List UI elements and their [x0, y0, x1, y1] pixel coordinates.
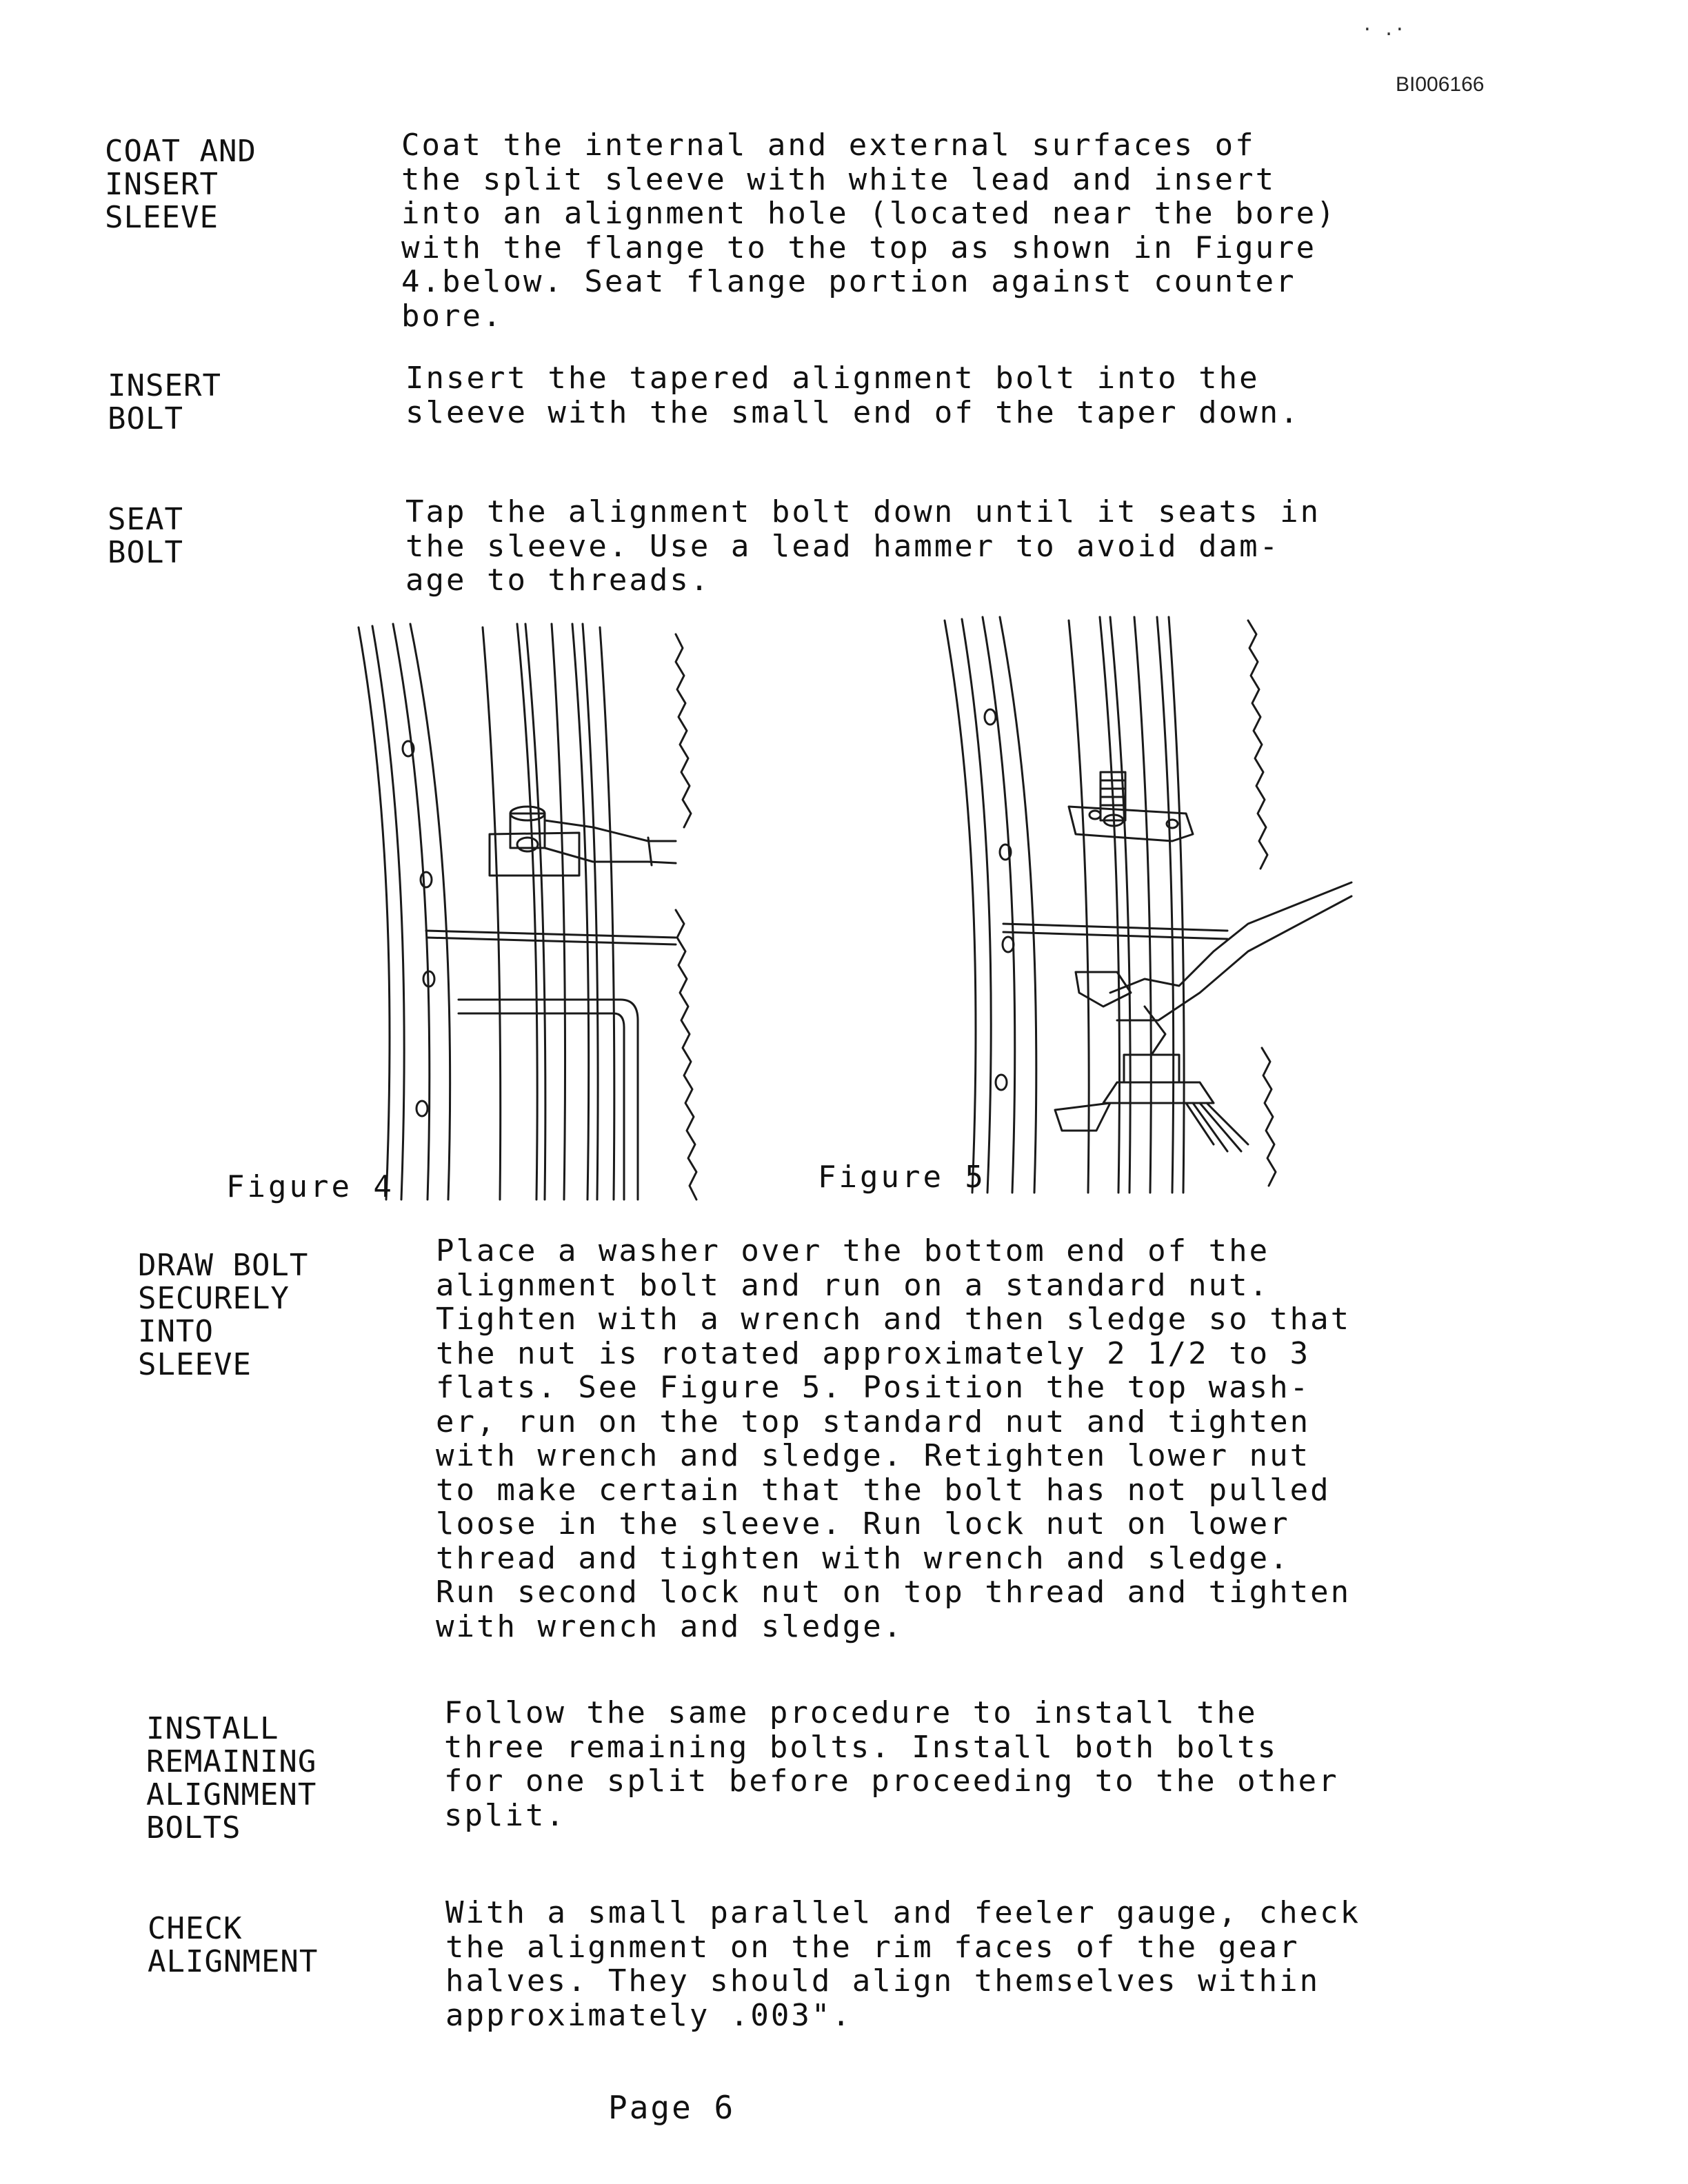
figure-5-caption: Figure 5	[818, 1160, 986, 1195]
step-text-check-alignment: With a small parallel and feeler gauge, check the alignment on the rim faces of the gear halves. They should align themselves within approximately .003".	[445, 1895, 1361, 2033]
step-label-seat-bolt: SEAT BOLT	[108, 502, 183, 570]
step-text-coat-and-insert-sleeve: Coat the internal and external surfaces of the split sleeve with white lead and insert into an alignment hole (located near the bore) with the flange to the top as shown in Figure 4.below. Seat flange portion against counter bore.	[401, 128, 1337, 334]
step-label-draw-bolt-securely: DRAW BOLT SECURELY INTO SLEEVE	[138, 1248, 309, 1382]
document-id: BI006166	[1396, 73, 1485, 96]
step-text-insert-bolt: Insert the tapered alignment bolt into the sleeve with the small end of the taper down.	[405, 361, 1300, 430]
step-text-install-remaining-bolts: Follow the same procedure to install the three remaining bolts. Install both bolts for one split before proceeding to the other split.	[444, 1695, 1339, 1833]
step-label-install-remaining-bolts: INSTALL REMAINING ALIGNMENT BOLTS	[146, 1711, 317, 1846]
step-text-draw-bolt-securely: Place a washer over the bottom end of the alignment bolt and run on a standard nut. Tighten with a wrench and then sledge so that the nut is rotated approximately 2 1/2 to 3 flats. See Figure 5. Position the top wash- er, run on the top standard nut and tighten with wrench and sledge. Retighten lower nut to make certain that the bolt has not pulled loose in the sleeve. Run lock nut on lower thread and tighten with wrench and sledge. Run second lock nut on top thread and tighten with wrench and sledge.	[436, 1233, 1352, 1644]
step-label-insert-bolt: INSERT BOLT	[108, 368, 221, 436]
figure-5-illustration	[938, 607, 1365, 1200]
figure-4-illustration	[345, 614, 731, 1206]
figure-4-caption: Figure 4	[226, 1169, 394, 1204]
step-text-seat-bolt: Tap the alignment bolt down until it seats in the sleeve. Use a lead hammer to avoid dam- age to threads.	[405, 494, 1321, 598]
step-label-check-alignment: CHECK ALIGNMENT	[148, 1911, 319, 1979]
scan-specks: · .·	[1362, 19, 1405, 40]
page-number: Page 6	[608, 2089, 736, 2126]
step-label-coat-and-insert-sleeve: COAT AND INSERT SLEEVE	[105, 134, 257, 235]
